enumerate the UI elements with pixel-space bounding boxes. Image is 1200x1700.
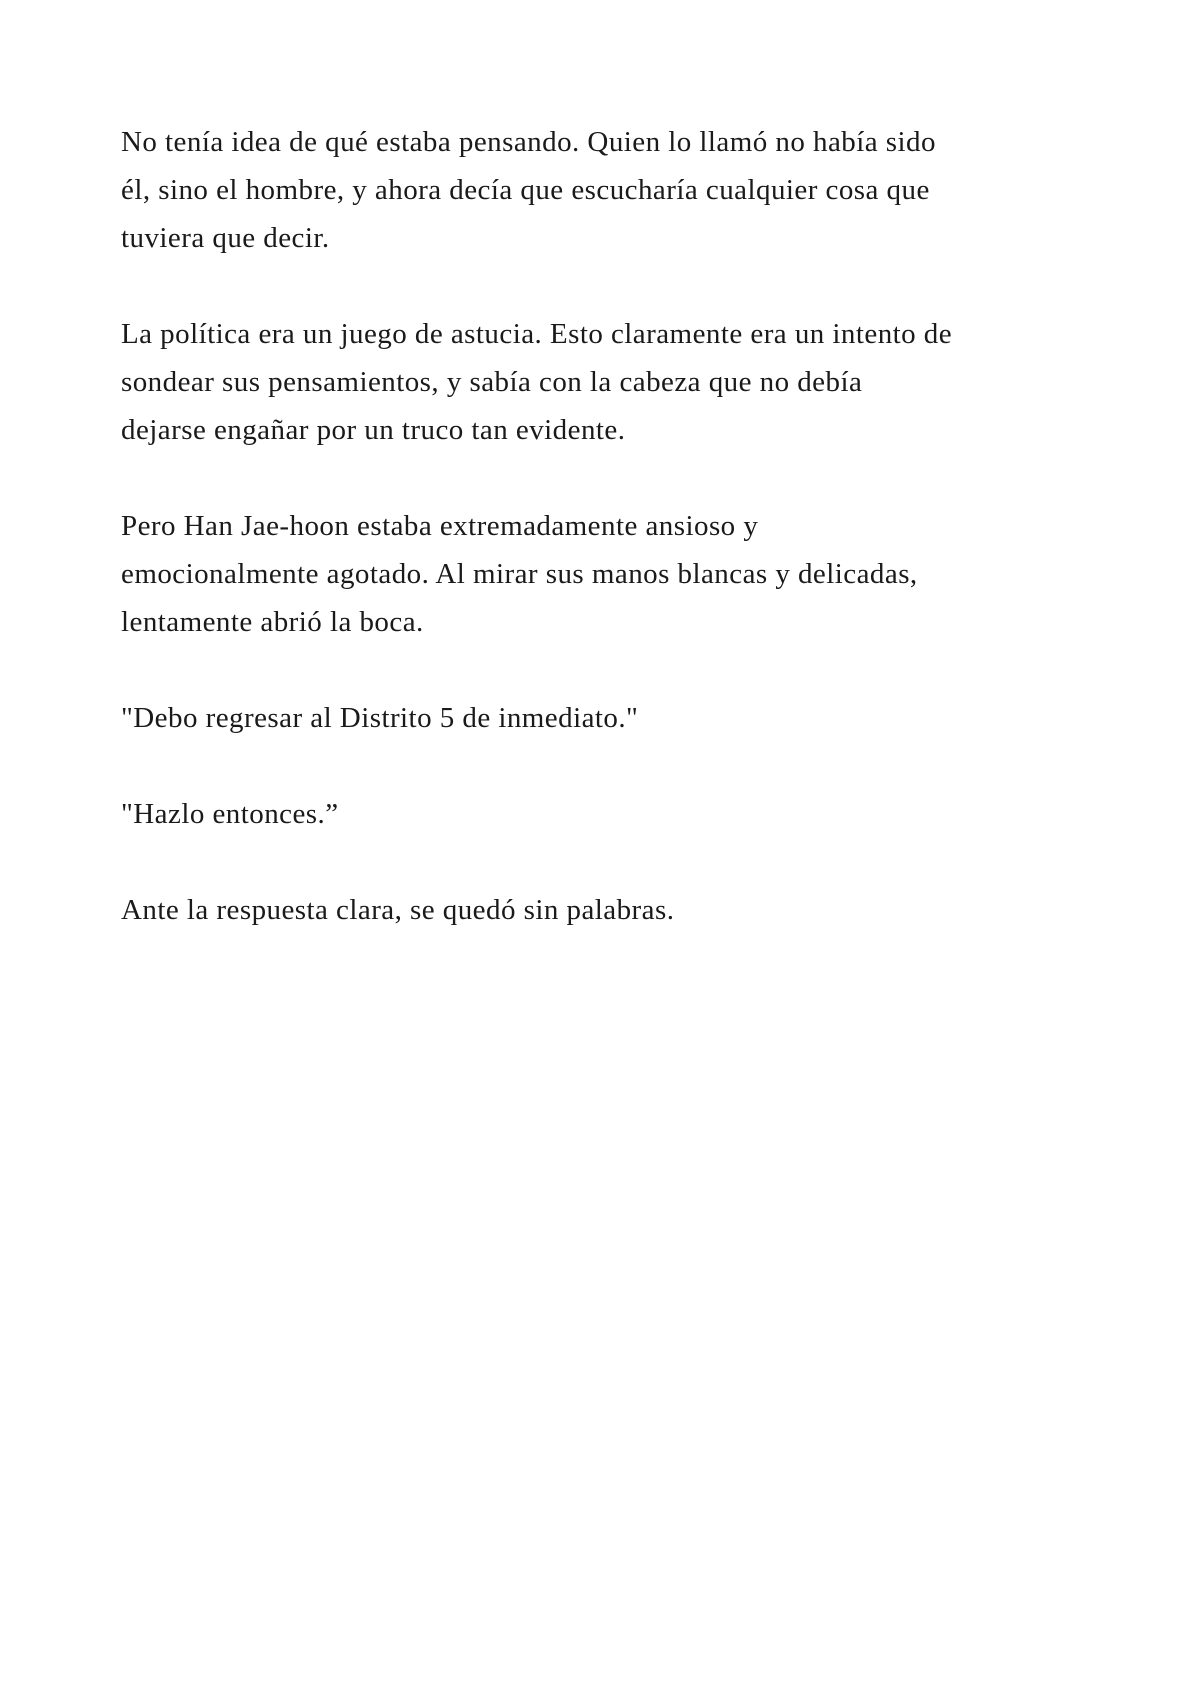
document-body <box>121 118 1101 934</box>
paragraph-3: Pero Han Jae-hoon estaba extremadamente ansioso y emocionalmente agotado. Al mirar sus manos blancas y delicadas, lentamente abrió la boca. <box>121 510 918 638</box>
dialogue-line-1: "Debo regresar al Distrito 5 de inmediato." <box>121 702 639 734</box>
paragraph-2: La política era un juego de astucia. Esto claramente era un intento de sondear sus pensamientos, y sabía con la cabeza que no debía dejarse engañar por un truco tan evidente. <box>121 318 953 446</box>
paragraph-4: Ante la respuesta clara, se quedó sin palabras. <box>121 894 675 926</box>
dialogue-line-2: "Hazlo entonces.” <box>121 798 339 830</box>
paragraph-1: No tenía idea de qué estaba pensando. Quien lo llamó no había sido él, sino el hombre, y ahora decía que escucharía cualquier cosa que tuviera que decir. <box>121 126 936 254</box>
